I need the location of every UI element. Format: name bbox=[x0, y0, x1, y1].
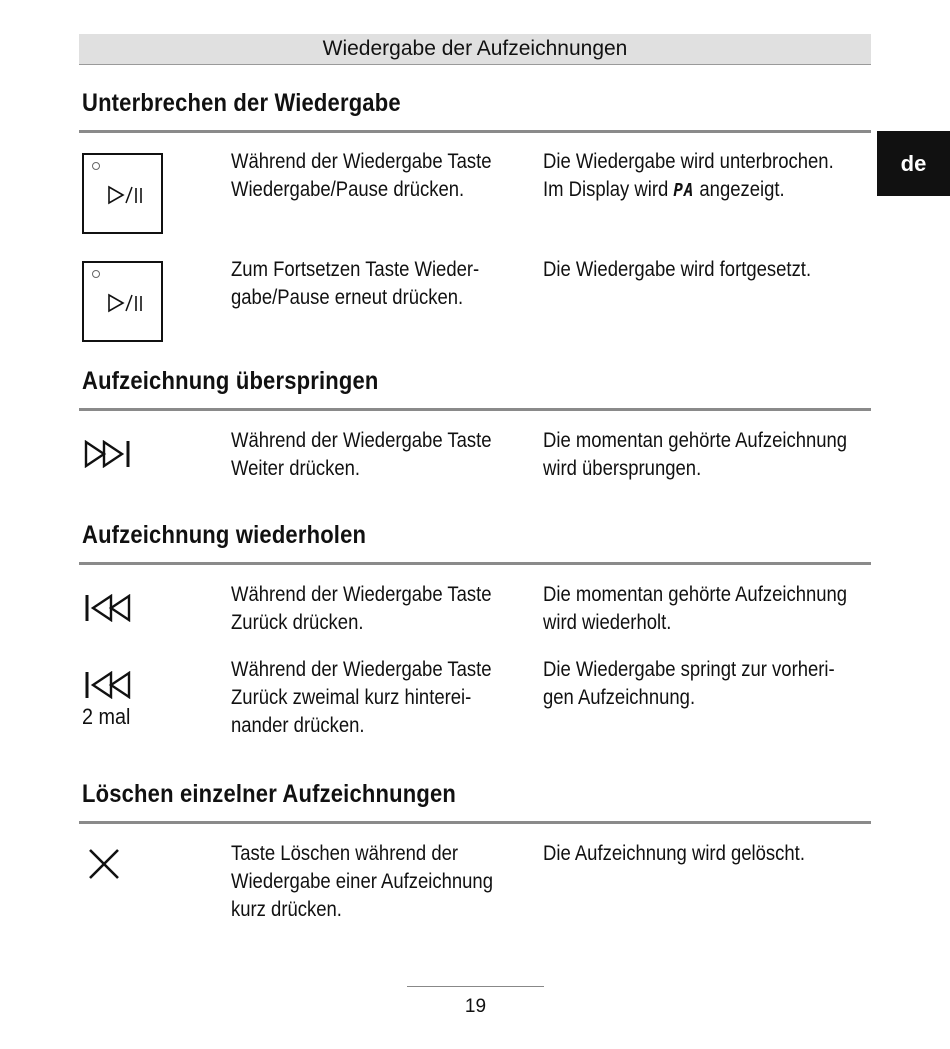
row-result-text bbox=[543, 148, 869, 205]
row-result-text: Die Wiedergabe wird fortgesetzt. bbox=[543, 258, 812, 281]
row-result-text: Die momentan gehörte Aufzeichnung wird wiederholt. bbox=[543, 583, 848, 634]
led-icon bbox=[92, 270, 100, 278]
row-action-text: Taste Löschen während der Wiedergabe einer Aufzeichnung kurz drücken. bbox=[231, 842, 493, 921]
row-result-text: Die Wiedergabe springt zur vorheri- gen Aufzeichnung. bbox=[543, 658, 835, 709]
section-rule bbox=[79, 408, 871, 411]
row-result-text: Die momentan gehörte Aufzeichnung wird übersprungen. bbox=[543, 429, 848, 480]
running-header bbox=[79, 34, 871, 65]
language-tab: de bbox=[877, 131, 950, 196]
led-icon bbox=[92, 162, 100, 170]
play-pause-icon bbox=[106, 185, 146, 210]
row-result-text: Die Aufzeichnung wird gelöscht. bbox=[543, 842, 805, 865]
play-pause-button-illustration bbox=[82, 153, 163, 234]
footer-rule bbox=[407, 986, 544, 987]
running-header-title: Wiedergabe der Aufzeichnungen bbox=[322, 37, 628, 60]
section-title-pause: Unterbrechen der Wiedergabe bbox=[82, 89, 401, 117]
section-title-delete: Löschen einzelner Aufzeichnungen bbox=[82, 780, 456, 808]
delete-x-icon bbox=[88, 848, 120, 885]
row-action-text: Während der Wiedergabe Taste Wiedergabe/Pause drücken. bbox=[231, 150, 492, 201]
section-rule bbox=[79, 130, 871, 133]
play-pause-icon bbox=[106, 293, 146, 318]
play-pause-button-illustration bbox=[82, 261, 163, 342]
skip-forward-icon bbox=[84, 440, 136, 473]
result-text-pre: Die Wiedergabe wird unterbrochen. Im Display wird bbox=[543, 150, 834, 201]
row-action-text: Während der Wiedergabe Taste Zurück zweimal kurz hinterei- nander drücken. bbox=[231, 658, 492, 737]
section-title-repeat: Aufzeichnung wiederholen bbox=[82, 521, 367, 549]
result-text-post: angezeigt. bbox=[694, 178, 785, 201]
display-code-pa: PA bbox=[673, 180, 695, 201]
section-rule bbox=[79, 562, 871, 565]
row-action-text: Während der Wiedergabe Taste Zurück drücken. bbox=[231, 583, 492, 634]
row-action-text: Zum Fortsetzen Taste Wieder- gabe/Pause erneut drücken. bbox=[231, 258, 480, 309]
section-title-skip: Aufzeichnung überspringen bbox=[82, 367, 379, 395]
row-action-text: Während der Wiedergabe Taste Weiter drücken. bbox=[231, 429, 492, 480]
press-twice-label: 2 mal bbox=[82, 704, 131, 729]
skip-back-icon bbox=[84, 671, 136, 704]
page-number: 19 bbox=[464, 996, 487, 1017]
section-rule bbox=[79, 821, 871, 824]
skip-back-icon bbox=[84, 594, 136, 627]
